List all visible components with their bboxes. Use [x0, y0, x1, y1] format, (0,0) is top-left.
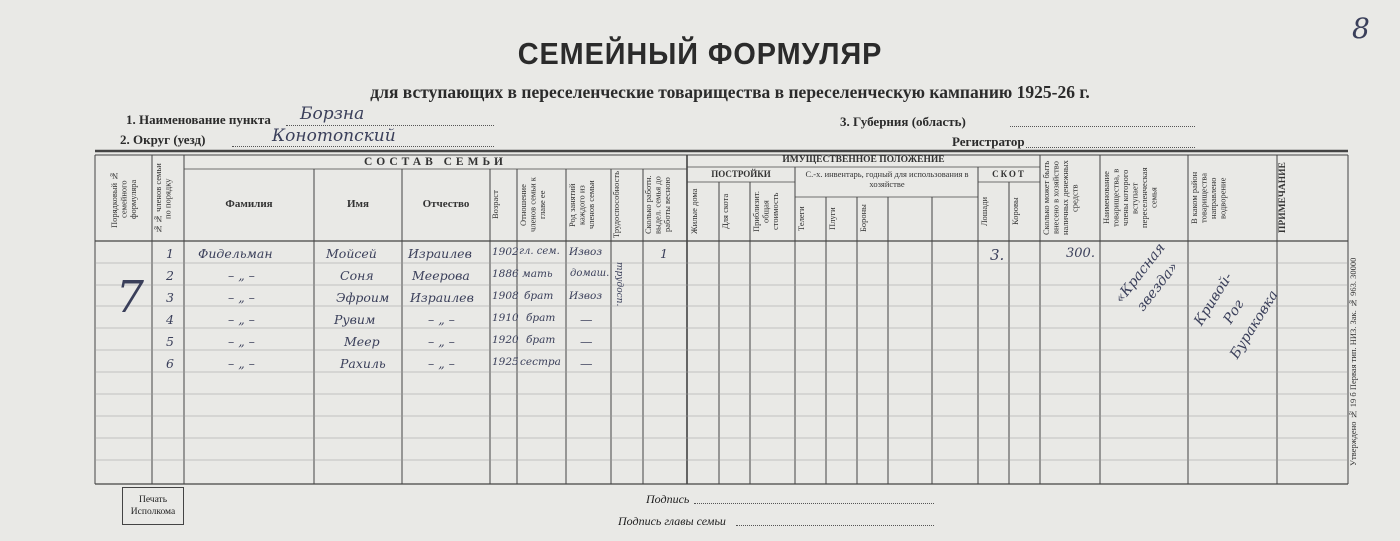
- row-1-familia: Фидельман: [198, 246, 273, 261]
- header-rayon: В каком район товарищества направлено водворение: [1189, 171, 1228, 225]
- header-korovy: Коровы: [1010, 197, 1020, 226]
- registrator-label: Регистратор: [952, 134, 1025, 149]
- row-5-otn: брат: [526, 334, 556, 346]
- row-5-rod: —: [580, 334, 593, 349]
- row-4-otch: – „ –: [428, 312, 455, 327]
- row-3-familia: – „ –: [228, 290, 255, 305]
- row-1-rod: Извоз: [569, 246, 603, 258]
- row-4-imya: Рувим: [334, 312, 376, 327]
- row-2-familia: – „ –: [228, 268, 255, 283]
- header-loshadi: Лошади: [979, 197, 989, 226]
- header-rod-zanyatiy: Род занятий каждого из членов семьи: [567, 180, 596, 230]
- row-1-otn: гл. сем.: [519, 246, 560, 257]
- row-1-rab: 1: [660, 246, 668, 261]
- row-6-imya: Рахиль: [340, 356, 386, 371]
- header-nn: №№ членов семьи по порядку: [153, 163, 173, 235]
- row-3-imya: Эфроим: [336, 290, 390, 305]
- row-5-imya: Меер: [344, 334, 380, 349]
- header-sostav: СОСТАВ СЕМЬИ: [363, 156, 508, 168]
- row-4-familia: – „ –: [228, 312, 255, 327]
- row-1-otch: Израилев: [408, 246, 472, 261]
- signature-label: Подпись: [646, 492, 690, 506]
- loshadi-value: 3.: [990, 246, 1005, 264]
- print-note: Утверждено № 19 б Первая тип. НИЗ. Зак. № 963. 30000: [1348, 257, 1358, 467]
- punkt-label: 1. Наименование пункта: [126, 112, 271, 127]
- header-borony: Бороны: [858, 204, 868, 233]
- header-postroiki: ПОСТРОЙКИ: [711, 169, 771, 179]
- header-otnoshenie: Отношение членов семьи к главе ее: [518, 177, 547, 233]
- row-2-imya: Соня: [340, 268, 374, 283]
- row-2-n: 2: [166, 268, 174, 283]
- row-2-vozr: 1886: [492, 268, 519, 280]
- punkt-value: Борзна: [300, 104, 365, 124]
- header-naim-tovar: Наименование товарищества, в члены которого вступает переселенческая семья: [1101, 167, 1159, 229]
- header-otchestvo: Отчество: [422, 198, 470, 210]
- header-vozrast: Возраст: [490, 190, 500, 220]
- family-number: 7: [116, 272, 144, 323]
- row-5-vozr: 1920: [492, 334, 519, 346]
- header-inventar: С.-х. инвентарь, годный для использования в хозяйстве: [805, 169, 969, 189]
- header-skolko-vnes: Сколько может быть внесено в хозяйство наличных денежных средств: [1041, 160, 1080, 236]
- stamp-line2: Исполкома: [130, 507, 176, 517]
- stamp-box: [122, 487, 184, 525]
- header-skolko-rabotn: Сколько работн. выдел. семья до работы весною: [643, 175, 672, 235]
- row-1-n: 1: [166, 246, 174, 261]
- row-2-rod: домаш.: [570, 268, 610, 279]
- row-4-otn: брат: [526, 312, 556, 324]
- rayon-value: Кривой-Рог Бураковка: [1191, 269, 1282, 362]
- row-1-trud: трудосп.: [614, 262, 624, 307]
- stamp-line1: Печать: [138, 495, 168, 505]
- form-subtitle: для вступающих в переселенческие товарищества в переселенческую кампанию 1925-26 г.: [370, 82, 1090, 102]
- row-2-otn: мать: [522, 268, 553, 280]
- row-4-rod: —: [580, 312, 593, 327]
- signature-line: [694, 503, 934, 504]
- header-skot: СКОТ: [992, 169, 1026, 179]
- sredstva-value: 300.: [1066, 246, 1095, 261]
- row-6-familia: – „ –: [228, 356, 255, 371]
- row-3-otn: брат: [524, 290, 554, 302]
- header-familia: Фамилия: [225, 198, 273, 210]
- tovarishchestvo-value: «Красная звезда»: [1112, 240, 1182, 315]
- row-6-otn: сестра: [520, 356, 561, 368]
- head-signature-line: [736, 525, 934, 526]
- row-6-otch: – „ –: [428, 356, 455, 371]
- header-telegi: Телеги: [796, 206, 806, 231]
- header-poryadk: Порядковый № семейного формуляра: [109, 170, 138, 228]
- row-1-vozr: 1902: [492, 246, 519, 258]
- row-3-vozr: 1908: [492, 290, 519, 302]
- row-3-n: 3: [166, 290, 174, 305]
- row-5-familia: – „ –: [228, 334, 255, 349]
- page-number: 8: [1352, 12, 1370, 45]
- okrug-label: 2. Округ (уезд): [120, 132, 206, 147]
- row-5-n: 5: [166, 334, 174, 349]
- okrug-value: Конотопский: [272, 126, 396, 146]
- header-imush: ИМУЩЕСТВЕННОЕ ПОЛОЖЕНИЕ: [782, 155, 945, 165]
- header-imya: Имя: [347, 198, 369, 210]
- row-6-vozr: 1925: [492, 356, 519, 368]
- row-3-rod: Извоз: [569, 290, 603, 302]
- guberniya-label: 3. Губерния (область): [840, 114, 966, 129]
- row-6-n: 6: [166, 356, 174, 371]
- row-1-imya: Мойсей: [326, 246, 377, 261]
- row-4-vozr: 1910: [492, 312, 519, 324]
- row-3-otch: Израилев: [410, 290, 474, 305]
- header-trudosp: Трудоспособность: [611, 170, 621, 238]
- header-zhilye: Жилые дома: [689, 188, 699, 235]
- header-dlya-skota: Для скота: [720, 193, 730, 230]
- row-4-n: 4: [166, 312, 174, 327]
- row-5-otch: – „ –: [428, 334, 455, 349]
- header-plugi: Плуги: [827, 207, 837, 230]
- head-signature-label: Подпись главы семьи: [618, 514, 726, 528]
- header-primechanie: ПРИМЕЧАНИЕ: [1278, 162, 1288, 234]
- header-pribl-stoim: Приблизит. общая стоимость: [751, 191, 780, 232]
- row-6-rod: —: [580, 356, 593, 371]
- row-2-otch: Меерова: [412, 268, 470, 283]
- form-title: СЕМЕЙНЫЙ ФОРМУЛЯР: [517, 36, 883, 71]
